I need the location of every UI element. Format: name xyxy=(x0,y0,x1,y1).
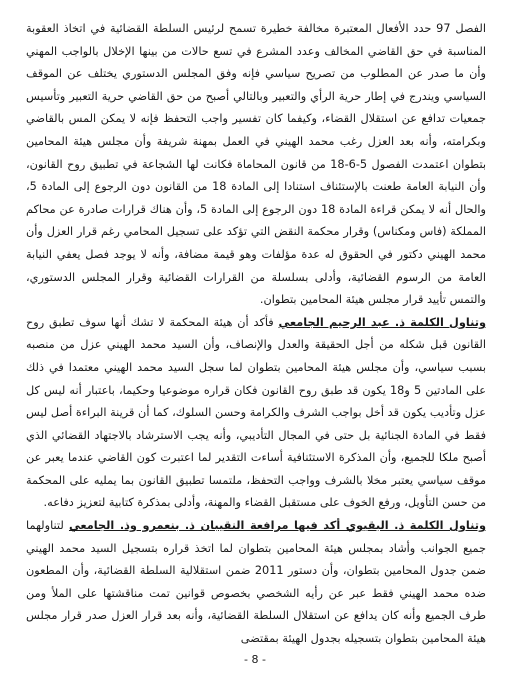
paragraph-1-text: الفصل 97 حدد الأفعال المعتبرة مخالفة خطيرة تسمح لرئيس السلطة القضائية في اتخاذ العقوبة المناسبة في حق القاضي المخالف وعدد المشرع في تسع حالات من بينها الإخلال بالواجب المهني وأن ما صدر عن المطلوب من تصريح سياسي فإنه وفق المجلس الدستوري يختلف عن الموقف السياسي ويندرج في إطار حرية الرأي والتعبير وبالتالي أصبح من حق القاضي حرية التعبير وتأسيس جمعيات تدافع عن استقلال القضاء، وكيفما كان تفسير واجب التحفظ فإنه لا يمكن المس بالقاضي وبكرامته، وأنه بعد العزل رغب محمد الهيني في العمل بمهنة شريفة وأن مجلس هيئة المحامين بتطوان اعتمدت الفصول 5-6-18 من قانون المحاماة فكانت لها الشجاعة في تطبيق روح القانون، وأن النيابة العامة طعنت بالإستئناف استنادا إلى المادة 18 من القانون دون الرجوع إلى المادة 5، والحال أنه لا يمكن قراءة المادة 18 دون الرجوع إلى المادة 5، وأن هناك قرارات صادرة عن محاكم المملكة (فاس ومكناس) وقرار محكمة النقض التي تؤكد على تسجيل المحامي رغم قرار العزل وأن محمد الهيني دكتور في الحقوق له عدة مؤلفات وهو قيمة مضافة، وأنه لا يوجد فصل يعفي النيابة العامة من الرسوم القضائية، وأدلى بسلسلة من القرارات القضائية وقرار المجلس الدستوري، والتمس تأييد قرار مجلس هيئة المحامين بتطوان. xyxy=(26,22,486,307)
paragraph-3-lead: وتناول الكلمة ذ. البقيوي أكد فيها مرافعة النقيبان ذ. بنعمرو وذ. الجامعي xyxy=(68,519,486,533)
paragraph-3 xyxy=(26,515,486,651)
paragraph-1 xyxy=(26,18,486,312)
paragraph-2-text: فأكد أن هيئة المحكمة لا تشك أنها سوف تطبق روح القانون قبل شكله من أجل الحقيقة والعدل والإنصاف، وأن السيد محمد الهيني عزل من منصبه بسبب سياسي، وأن مجلس هيئة المحامين بتطوان لما سجل السيد محمد الهيني معتمدا في ذلك على المادتين 5 و18 يكون قد طبق روح القانون فكان قراره موضوعيا وحكيما، باعتبار أنه ليس كل عزل وتأديب يكون قد أخل بواجب الشرف والكرامة وحسن السلوك، كما أن قرينة البراءة أصل ليس فقط في المادة الجنائية بل حتى في المجال التأديبي، وأنه يجب الاسترشاد بالاجتهاد القضائي الذي أصبح ملكا للجميع، وأن المذكرة الاستئنافية أساءت التقدير لما اعتبرت كون القاضي عندما يعبر عن موقف سياسي يعتبر مخلا بالشرف وواجب التحفظ، ملتمسا تطبيق القانون بما يمليه على المحكمة من حسن التأويل، ورفع الخوف على مستقبل القضاء والمهنة، وأدلى بمذكرة كتابية لتعزيز دفاعه. xyxy=(26,315,486,510)
page-number: - 8 - xyxy=(244,653,266,666)
document-body xyxy=(26,18,486,651)
paragraph-2-lead: وتناول الكلمة ذ. عبد الرحيم الجامعي xyxy=(278,315,486,329)
paragraph-2 xyxy=(26,312,486,515)
paragraph-3-text: لتناولهما جميع الجوانب وأشاد بمجلس هيئة المحامين بتطوان لما اتخذ قراره بتسجيل السيد محمد الهيني ضمن جدول المحامين بتطوان، وأن دستور 2011 ضمن استقلالية السلطة القضائية، وأن المطعون ضده محمد الهيني فقط عبر عن رأيه الشخصي بخصوص قوانين تمت مناقشتها على الملأ ومن طرف الجميع وأنه كان يدافع عن استقلال السلطة القضائية، وأنه بعد قرار العزل صدر قرار مجلس هيئة المحامين بتطوان بتسجيله بجدول الهيئة بمقتضى xyxy=(26,519,486,646)
